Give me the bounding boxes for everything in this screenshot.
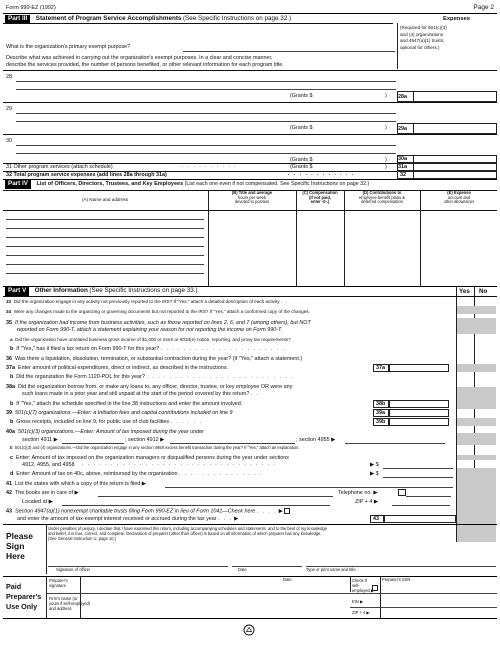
line-40c-cont: 4912, 4955, and 4958	[22, 462, 75, 468]
ssn-label: Preparer's SSN	[382, 577, 411, 582]
box-38b[interactable]	[389, 400, 449, 408]
line-35: 35 If the organization had income from business activities, such as those reported on lines 2, 6, and 7 (among others), but NOT	[6, 320, 311, 326]
col-a-header: (A) Name and address	[81, 197, 129, 202]
line-30-grants: (Grants $	[290, 157, 313, 163]
self-employed-label: Check if self- employed ▶	[352, 578, 375, 593]
box-43-label: 43	[370, 515, 384, 523]
zip-field[interactable]	[392, 505, 450, 506]
box-30a-label: 30a	[398, 156, 407, 162]
part3-subtitle: (See Specific Instructions on page 32.)	[182, 15, 292, 22]
box-28a[interactable]	[413, 91, 497, 102]
line-28-grants: (Grants $	[290, 93, 313, 99]
line-31-text: 31 Other program services (attach schedule)	[6, 164, 113, 170]
part4-title: List of Officers, Directors, Trustees, and Key Employees	[36, 181, 184, 187]
line-29-field-2[interactable]	[16, 121, 396, 122]
officer-row-3[interactable]	[6, 255, 204, 256]
box-32[interactable]	[413, 171, 497, 179]
part3-label: Part III	[5, 15, 30, 24]
line-37b: b Did the organization file Form 1120-POL for this year? . . . . . . . . . . . . . . . . . . . . . . . . . .	[10, 374, 295, 380]
part3-title: Statement of Program Service Accomplishments	[35, 15, 182, 22]
books-care-field[interactable]	[98, 496, 333, 497]
line-42: 42 The books are in care of ▶	[6, 490, 79, 496]
description-line2: describe the services provided, the number of persons benefited, or other relevant information for each program title.	[6, 62, 284, 68]
line-28-field-1[interactable]	[16, 81, 396, 82]
line-35-cont: reported on Form 990-T, attach a statement explaining your reason for not reporting the income on Form 990-T.	[17, 327, 283, 333]
box-32-label: 32	[400, 172, 406, 178]
line-35b: b If "Yes," has it filed a tax return on Form 990-T for this year? . . . . . . . . . . . . . . . . . . . . . .	[10, 346, 286, 352]
line-40b: b 501(c)(3) and (4) organizations.—Did the organization engage in any section 4958 excess benefit transaction during the year? If "Yes," attach an explanation.	[10, 445, 300, 450]
firm-label: Firm's name (or yours if self-employed) and address	[49, 596, 91, 611]
telephone-field[interactable]	[406, 496, 451, 497]
primary-purpose-question: What is the organization's primary exempt purpose?	[6, 44, 131, 50]
line-28-field-2[interactable]	[16, 89, 396, 90]
box-29a-label: 29a	[398, 126, 407, 132]
section-4912-field[interactable]	[170, 443, 295, 444]
line-40a: 40a 501(c)(3) organizations.—Enter: Amount of tax imposed during the year under	[6, 429, 204, 435]
states-field[interactable]	[165, 487, 453, 488]
line-38b: b If "Yes," attach the schedule specified in the line 38 instructions and enter the amount involved.	[10, 401, 243, 407]
form-id: Form 990-EZ (1992)	[6, 5, 56, 11]
line-37a: 37a Enter amount of political expenditures, direct or indirect, as described in the instructions.	[6, 365, 229, 371]
section-4955: ; section 4955 ▶	[296, 437, 336, 443]
located-field[interactable]	[62, 505, 330, 506]
line-31-grants: (Grants $	[290, 164, 313, 170]
line-30-field-2[interactable]	[16, 153, 396, 154]
preparer-zip-label: ZIP + 4 ▶	[352, 610, 370, 615]
box-30a[interactable]	[413, 155, 497, 163]
line-33: 33 Did the organization engage in any activity not previously reported to the IRS? If "Yes," attach a detailed description of each activity . .	[6, 299, 289, 304]
line-28-number: 28	[6, 74, 12, 80]
line-43-cont: and enter the amount of tax-exempt interest received or accrued during the tax year . . . ▶	[17, 516, 239, 522]
box-37a-label: 37a	[373, 364, 389, 372]
line-29-field-1[interactable]	[16, 113, 396, 114]
part5-label: Part V	[5, 287, 29, 296]
box-29a[interactable]	[413, 123, 497, 134]
line-40c: c Enter: Amount of tax imposed on the organization managers or disqualified persons during the year under sections	[10, 455, 289, 461]
part4-header	[5, 180, 369, 189]
line-39a: 39 501(c)(7) organizations.—Enter: a Initiation fees and capital contributions included on line 9	[6, 410, 233, 416]
line-43: 43 Section 4947(a)(1) nonexempt charitable trusts filing Form 990-EZ in lieu of Form 1041—Check here . . . . ▶	[6, 508, 454, 515]
expenses-note: (Required for 501(c)(3) and (4) organizations and 4947(a)(1) trusts; optional for others.)	[400, 25, 447, 50]
officer-row-1b[interactable]	[6, 228, 204, 229]
line-40d-field[interactable]	[383, 477, 453, 478]
col-b-header: (B) Title and average hours per week devoted to position	[231, 190, 273, 205]
print-name-label: Type or print name and title.	[306, 567, 357, 572]
line-32-text: 32 Total program service expenses (add lines 28a through 31a)	[6, 172, 167, 178]
telephone-label: Telephone no. ▶	[338, 490, 378, 496]
officer-row-4[interactable]	[6, 273, 204, 274]
line-40c-field[interactable]	[383, 468, 453, 469]
col-d-header: (D) Contributions to employee benefit plans & deferred compensation	[359, 190, 405, 205]
col-e-header: (E) Expense account and other allowances	[443, 190, 475, 205]
box-31a-label: 31a	[398, 164, 407, 170]
description-line1: Describe what was achieved in carrying out the organization's exempt purposes. In a clear and concise manner,	[6, 55, 273, 61]
line-38a-cont: such loans made in a prior year and still unpaid at the start of the period covered by this return? . .	[22, 391, 260, 397]
line-40d: d Enter: Amount of tax on 40c, above, reimbursed by the organization . . . . . . . . . . . . . . .	[10, 471, 264, 477]
line-30-field-1[interactable]	[16, 145, 396, 146]
officer-sig-label: Signature of officer	[56, 567, 91, 572]
page-number: Page 2	[473, 4, 494, 11]
part5-header	[5, 287, 198, 296]
box-43[interactable]	[384, 515, 456, 523]
zip-label: ZIP + 4 ▶	[355, 499, 379, 505]
sign-date-label: Date	[238, 567, 247, 572]
part4-label: Part IV	[5, 180, 31, 189]
perjury-statement: Under penalties of perjury, I declare that I have examined this return, including accompanying schedules and statements, and to the best of my knowledge and belief, it is true, correct, and complete. Declaration of preparer (other than officer) is based on all information of which preparer has any knowledge. (See General Instruction U, page 10.)	[48, 526, 327, 541]
sign-label: Please Sign Here	[6, 531, 33, 561]
line-35a: a Did the organization have unrelated business gross income of $1,000 or more or 6033(e) notice, reporting, and proxy tax requirements?	[10, 337, 291, 342]
yes-header: Yes	[459, 288, 470, 295]
box-37a[interactable]	[389, 364, 449, 372]
line-38a: 38a Did the organization borrow from, or make any loans to, any officer, director, trustee, or key employee OR were any	[6, 384, 293, 390]
located-label: Located at ▶	[22, 499, 53, 505]
section-4912: ; section 4912 ▶	[125, 437, 165, 443]
box-39a[interactable]	[389, 409, 449, 417]
part4-subtitle: (List each one even if not compensated. See Specific Instructions on page 32.)	[184, 181, 370, 187]
part5-subtitle: (See Specific Instructions on page 33.)	[89, 287, 198, 294]
self-employed-checkbox[interactable]	[372, 585, 378, 591]
primary-purpose-field[interactable]	[183, 51, 395, 52]
line-29-number: 29	[6, 106, 12, 112]
preparer-label: Paid Preparer's Use Only	[6, 582, 42, 611]
line-39b: b Gross receipts, included on line 9, for public use of club facilities . . . . . .	[10, 419, 203, 425]
preparer-date-label: Date	[283, 577, 292, 582]
col-c-header: (C) Compensation (If not paid, enter -0-.)	[302, 190, 338, 205]
officer-row-1[interactable]	[6, 219, 204, 220]
line-29-grants: (Grants $	[290, 125, 313, 131]
line-41: 41 List the states with which a copy of this return is filed ▶	[6, 481, 146, 487]
no-header: No	[479, 288, 488, 295]
box-39a-label: 39a	[373, 409, 389, 417]
box-31a[interactable]	[413, 163, 497, 171]
ein-label: EIN ▶	[352, 599, 364, 604]
line-30-number: 30	[6, 138, 12, 144]
preparer-sig-label: Preparer's signature	[49, 578, 68, 588]
section-4955-field[interactable]	[345, 443, 445, 444]
trust-checkbox[interactable]	[284, 508, 290, 514]
part5-title: Other Information	[34, 287, 88, 294]
recycled-paper-logo	[243, 624, 255, 638]
telephone-box[interactable]	[398, 489, 406, 496]
box-28a-label: 28a	[398, 94, 407, 100]
officer-row-2[interactable]	[6, 237, 204, 238]
box-39b-label: 39b	[373, 418, 389, 426]
line-34: 34 Were any changes made to the organizing or governing documents but not reported to the IRS? If "Yes," attach a conformed copy of the changes.	[6, 309, 310, 314]
section-4911: section 4911 ▶	[22, 437, 58, 443]
officer-row-2b[interactable]	[6, 246, 204, 247]
expenses-head: Expenses	[442, 16, 471, 22]
section-4911-field[interactable]	[62, 443, 124, 444]
box-38b-label: 38b	[373, 400, 389, 408]
line-36: 36 Was there a liquidation, dissolution, termination, or substantial contraction during the year? (If "Yes," attach a statement.)	[6, 356, 303, 362]
box-39b[interactable]	[389, 418, 449, 426]
officer-row-3b[interactable]	[6, 264, 204, 265]
